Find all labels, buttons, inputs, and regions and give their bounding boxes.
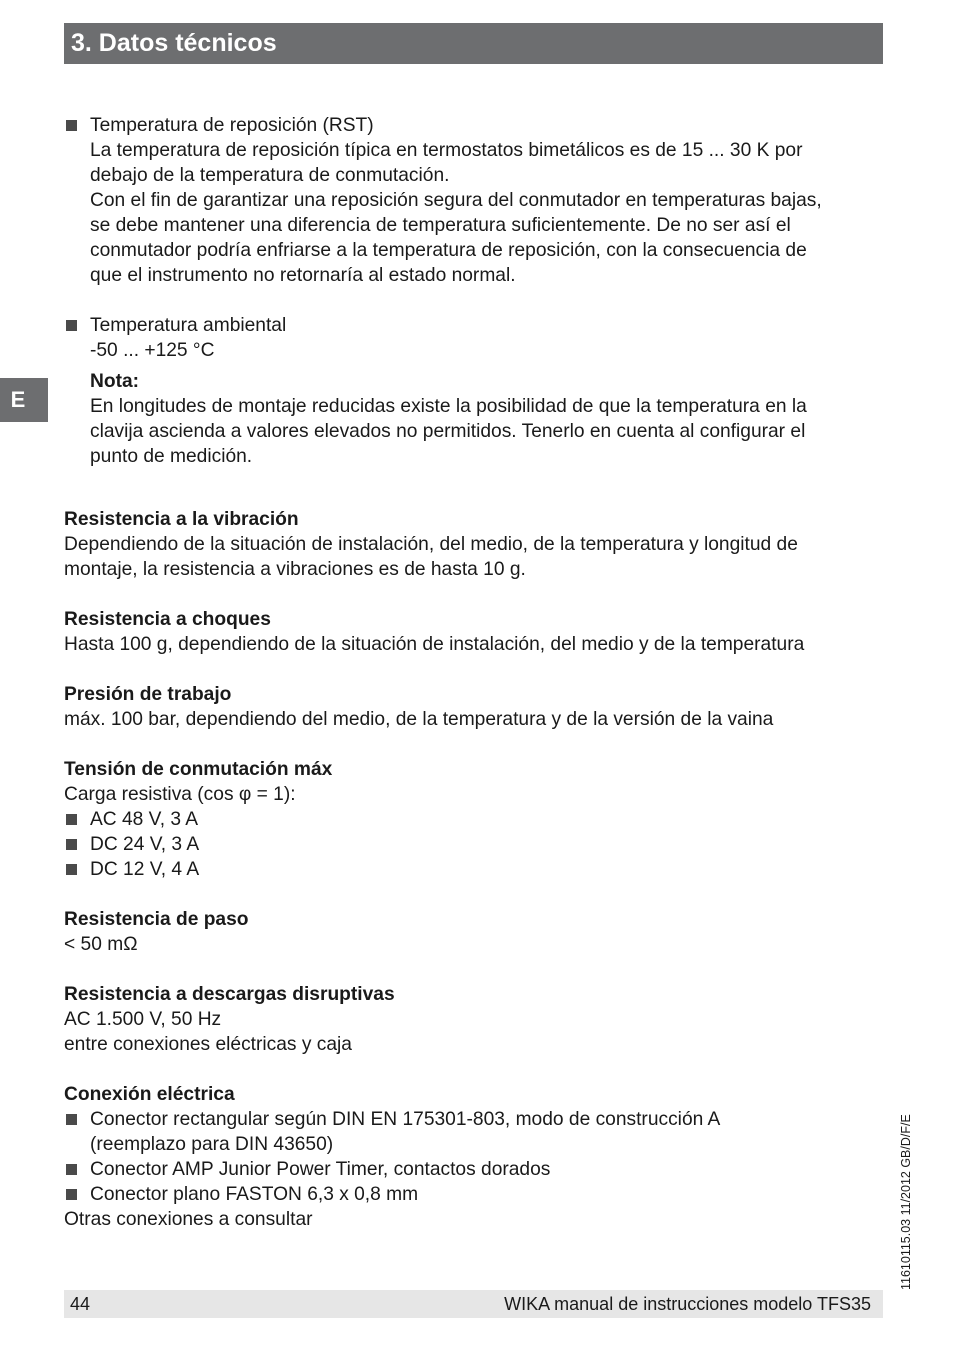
- pressure-heading: Presión de trabajo: [64, 684, 232, 705]
- connection-section: [64, 1082, 864, 1232]
- dielectric-section: [64, 982, 864, 1057]
- page-content: [64, 113, 864, 1232]
- connection-heading: Conexión eléctrica: [64, 1084, 235, 1105]
- rst-heading: Temperatura de reposición (RST): [90, 115, 374, 136]
- ambient-bullet-item: [64, 313, 864, 469]
- rst-bullet-item: [64, 113, 864, 288]
- note-label: Nota:: [90, 371, 140, 392]
- rst-line: La temperatura de reposición típica en termostatos bimetálicos es de 15 ... 30 K por: [90, 140, 803, 161]
- dielectric-line: entre conexiones eléctricas y caja: [64, 1034, 352, 1055]
- voltage-heading: Tensión de conmutación máx: [64, 759, 333, 780]
- shock-text: Hasta 100 g, dependiendo de la situación de instalación, del medio y de la temperatura: [64, 634, 805, 655]
- voltage-section: [64, 757, 864, 882]
- rst-line: que el instrumento no retornaría al estado normal.: [90, 265, 516, 286]
- ambient-heading: Temperatura ambiental: [90, 315, 287, 336]
- dielectric-heading: Resistencia a descargas disruptivas: [64, 984, 395, 1005]
- connection-item: Conector AMP Junior Power Timer, contactos dorados: [64, 1157, 864, 1182]
- language-tab: [0, 378, 48, 422]
- note-line: punto de medición.: [90, 446, 253, 467]
- manual-title: WIKA manual de instrucciones modelo TFS35: [504, 1294, 871, 1314]
- ambient-value: -50 ... +125 °C: [90, 340, 215, 361]
- rst-line: debajo de la temperatura de conmutación.: [90, 165, 450, 186]
- dielectric-line: AC 1.500 V, 50 Hz: [64, 1009, 222, 1030]
- note-line: En longitudes de montaje reducidas existe la posibilidad de que la temperatura en la: [90, 396, 807, 417]
- contact-resistance-heading: Resistencia de paso: [64, 909, 249, 930]
- rst-line: Con el fin de garantizar una reposición segura del conmutador en temperaturas bajas,: [90, 190, 822, 211]
- vibration-line: Dependiendo de la situación de instalación, del medio, de la temperatura y longitud de: [64, 534, 798, 555]
- voltage-item: DC 12 V, 4 A: [64, 857, 864, 882]
- voltage-item: AC 48 V, 3 A: [64, 807, 864, 832]
- note-line: clavija ascienda a valores elevados no permitidos. Tenerlo en cuenta al configurar el: [90, 421, 806, 442]
- document-code: 11610115.03 11/2012 GB/D/F/E: [899, 1114, 913, 1290]
- contact-resistance-text: < 50 mΩ: [64, 934, 138, 955]
- shock-heading: Resistencia a choques: [64, 609, 271, 630]
- connection-item-line: (reemplazo para DIN 43650): [90, 1134, 334, 1155]
- pressure-text: máx. 100 bar, dependiendo del medio, de la temperatura y de la versión de la vaina: [64, 709, 774, 730]
- page-number: 44: [70, 1294, 91, 1314]
- pressure-section: [64, 682, 864, 732]
- vibration-line: montaje, la resistencia a vibraciones es de hasta 10 g.: [64, 559, 526, 580]
- page-title: 3. Datos técnicos: [71, 29, 277, 57]
- connection-item: [64, 1107, 864, 1157]
- voltage-item: DC 24 V, 3 A: [64, 832, 864, 857]
- connection-item-line: Conector rectangular según DIN EN 175301-803, modo de construcción A: [90, 1109, 721, 1130]
- contact-resistance-section: [64, 907, 864, 957]
- connection-item: Conector plano FASTON 6,3 x 0,8 mm: [64, 1182, 864, 1207]
- section-title-bar: [64, 23, 883, 64]
- connection-footer-text: Otras conexiones a consultar: [64, 1209, 313, 1230]
- shock-section: [64, 607, 864, 657]
- language-tab-label: E: [10, 387, 26, 412]
- page-footer: [64, 1290, 883, 1318]
- vibration-heading: Resistencia a la vibración: [64, 509, 299, 530]
- rst-line: conmutador podría enfriarse a la temperatura de reposición, con la consecuencia de: [90, 240, 807, 261]
- vibration-section: [64, 507, 864, 582]
- voltage-intro: Carga resistiva (cos φ = 1):: [64, 784, 296, 805]
- rst-line: se debe mantener una diferencia de temperatura suficientemente. De no ser así el: [90, 215, 791, 236]
